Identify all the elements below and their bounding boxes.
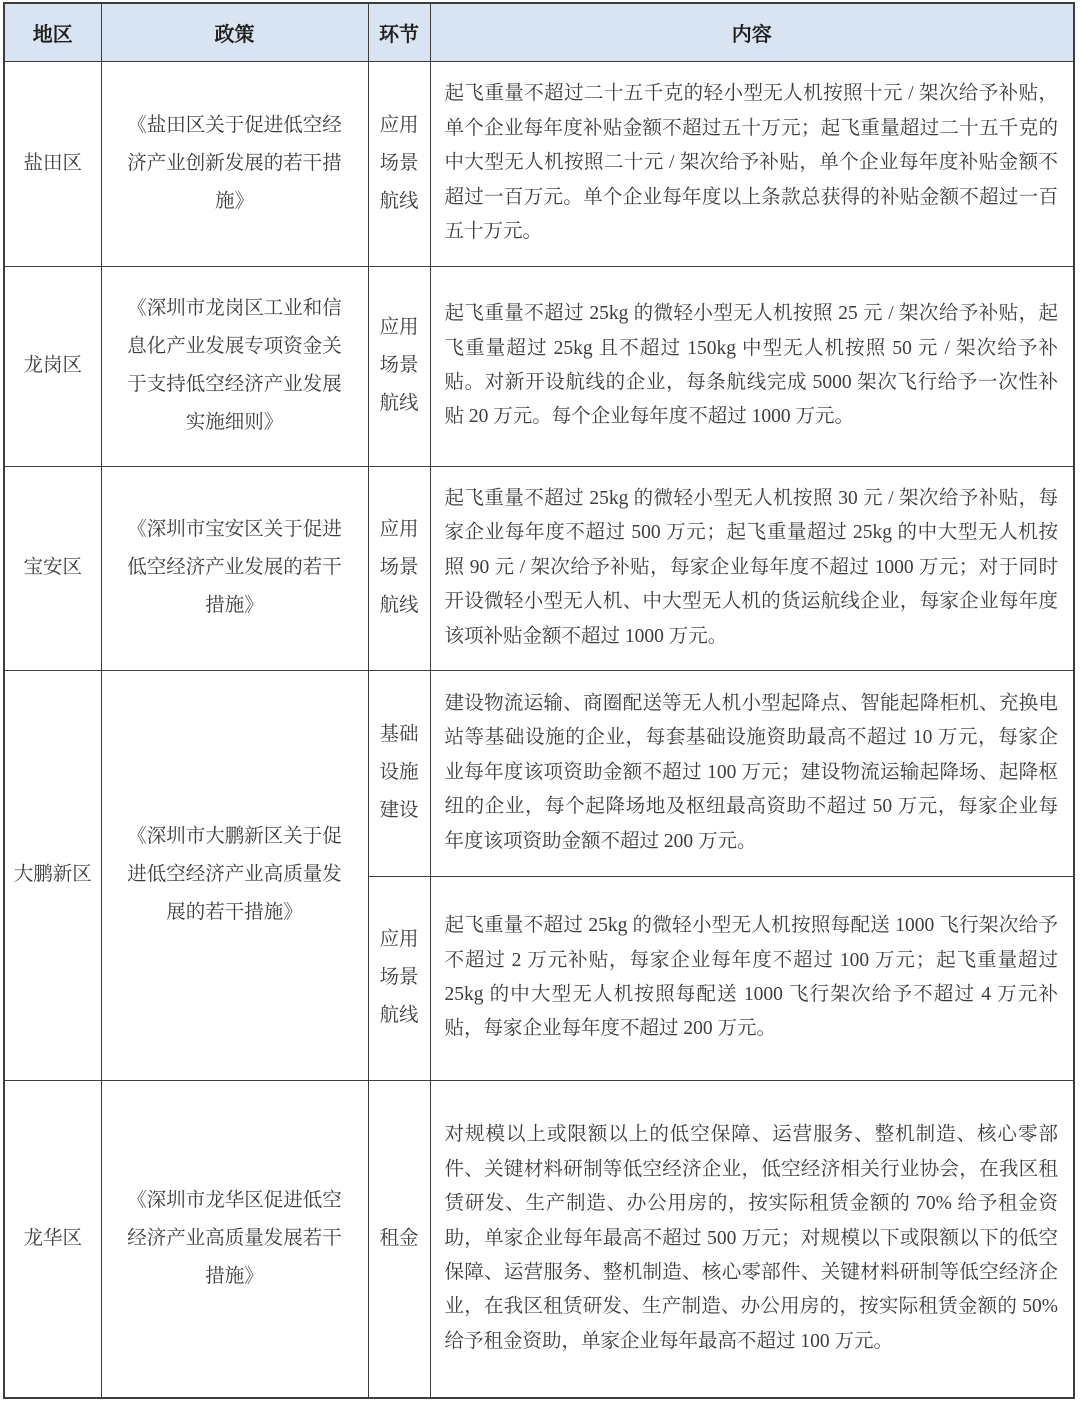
- content-cell: 起飞重量不超过 25kg 的微轻小型无人机按照 25 元 / 架次给予补贴，起飞重量超过 25kg 且不超过 150kg 中型无人机按照 50 元 / 架次给予补贴。对新开设航线的企业，每条航线完成 5000 架次飞行给予一次性补贴 20 万元。每个企业每年度不超过 1000 万元。: [430, 266, 1074, 466]
- policy-table: [3, 2, 1075, 1399]
- region-cell: 龙岗区: [4, 266, 101, 466]
- stage-cell: 应用场景航线: [368, 266, 430, 466]
- content-cell: 建设物流运输、商圈配送等无人机小型起降点、智能起降柜机、充换电站等基础设施的企业，每套基础设施资助最高不超过 10 万元，每家企业每年度该项资助金额不超过 100 万元；建设物流运输起降场、起降枢纽的企业，每个起降场地及枢纽最高资助不超过 50 万元，每家企业每年度该项资助金额不超过 200 万元。: [430, 670, 1074, 876]
- policy-cell: 《深圳市龙岗区工业和信息化产业发展专项资金关于支持低空经济产业发展实施细则》: [101, 266, 368, 466]
- content-cell: 起飞重量不超过 25kg 的微轻小型无人机按照每配送 1000 飞行架次给予不超过 2 万元补贴，每家企业每年度不超过 100 万元；起飞重量超过 25kg 的中大型无人机按照每配送 1000 飞行架次给予不超过 4 万元补贴，每家企业每年度不超过 200 万元。: [430, 876, 1074, 1080]
- policy-cell: 《深圳市龙华区促进低空经济产业高质量发展若干措施》: [101, 1080, 368, 1398]
- region-cell: 大鹏新区: [4, 670, 101, 1080]
- policy-cell: 《深圳市宝安区关于促进低空经济产业发展的若干措施》: [101, 466, 368, 670]
- stage-cell: 基础设施建设: [368, 670, 430, 876]
- stage-cell: 应用场景航线: [368, 466, 430, 670]
- content-cell: 对规模以上或限额以上的低空保障、运营服务、整机制造、核心零部件、关键材料研制等低空经济企业，低空经济相关行业协会，在我区租赁研发、生产制造、办公用房的，按实际租赁金额的 70% 给予租金资助，单家企业每年最高不超过 500 万元；对规模以下或限额以下的低空保障、运营服务、整机制造、核心零部件、关键材料研制等低空经济企业，在我区租赁研发、生产制造、办公用房的，按实际租赁金额的 50% 给予租金资助，单家企业每年最高不超过 100 万元。: [430, 1080, 1074, 1398]
- region-cell: 宝安区: [4, 466, 101, 670]
- content-cell: 起飞重量不超过 25kg 的微轻小型无人机按照 30 元 / 架次给予补贴，每家企业每年度不超过 500 万元；起飞重量超过 25kg 的中大型无人机按照 90 元 / 架次给予补贴，每家企业每年度不超过 1000 万元；对于同时开设微轻小型无人机、中大型无人机的货运航线企业，每家企业每年度该项补贴金额不超过 1000 万元。: [430, 466, 1074, 670]
- column-header-stage: 环节: [368, 3, 430, 61]
- column-header-region: 地区: [4, 3, 101, 61]
- stage-cell: 租金: [368, 1080, 430, 1398]
- column-header-policy: 政策: [101, 3, 368, 61]
- policy-cell: 《盐田区关于促进低空经济产业创新发展的若干措施》: [101, 61, 368, 266]
- column-header-content: 内容: [430, 3, 1074, 61]
- header-row: [4, 3, 1074, 61]
- region-cell: 盐田区: [4, 61, 101, 266]
- table-row-yantian: [4, 61, 1074, 266]
- table-row-dapeng-infrastructure: [4, 670, 1074, 876]
- table-row-longgang: [4, 266, 1074, 466]
- table-row-longhua: [4, 1080, 1074, 1398]
- region-cell: 龙华区: [4, 1080, 101, 1398]
- policy-cell: 《深圳市大鹏新区关于促进低空经济产业高质量发展的若干措施》: [101, 670, 368, 1080]
- stage-cell: 应用场景航线: [368, 876, 430, 1080]
- stage-cell: 应用场景航线: [368, 61, 430, 266]
- content-cell: 起飞重量不超过二十五千克的轻小型无人机按照十元 / 架次给予补贴，单个企业每年度补贴金额不超过五十万元；起飞重量超过二十五千克的中大型无人机按照二十元 / 架次给予补贴，单个企业每年度补贴金额不超过一百万元。单个企业每年度以上条款总获得的补贴金额不超过一百五十万元。: [430, 61, 1074, 266]
- table-row-baoan: [4, 466, 1074, 670]
